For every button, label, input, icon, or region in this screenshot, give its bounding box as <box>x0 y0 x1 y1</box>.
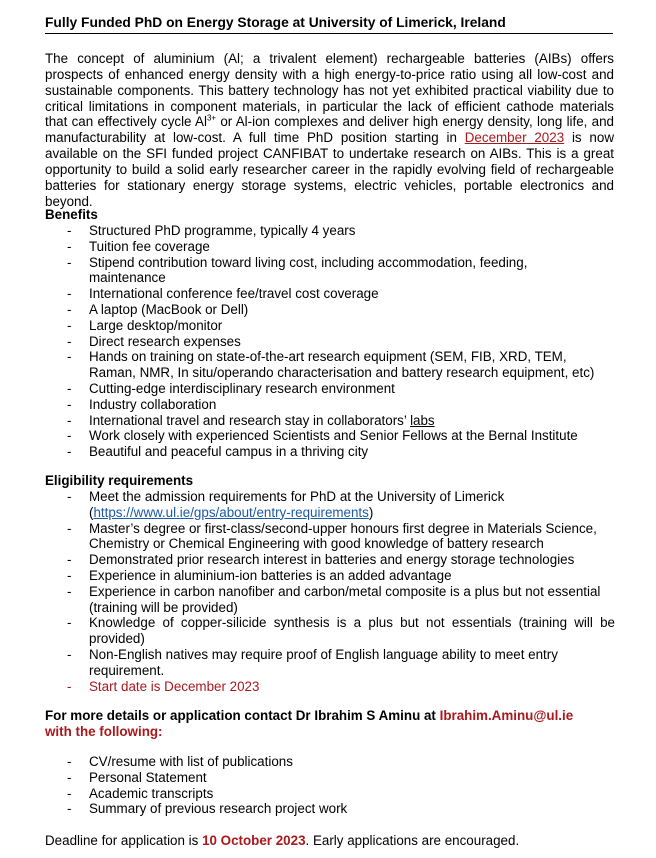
contact-text: For more details or application contact Dr Ibrahim S Aminu at <box>45 708 440 723</box>
list-item: - Structured PhD programme, typically 4 years <box>67 223 356 238</box>
list-item: - Demonstrated prior research interest in batteries and energy storage technologies <box>67 552 575 568</box>
intro-text-2: or Al-ion complexes and deliver high energy density, long life, and manufacturability at low-cost. A full time PhD position starting in <box>45 114 615 146</box>
contact-email[interactable]: Ibrahim.Aminu@ul.ie <box>439 708 574 723</box>
deadline-date: 10 October 2023 <box>202 833 306 848</box>
contact-block <box>45 708 605 740</box>
page-title: Fully Funded PhD on Energy Storage at University of Limerick, Ireland <box>45 14 613 34</box>
list-item: - Personal Statement <box>67 769 207 785</box>
documents-list <box>45 754 615 817</box>
list-item: - Hands on training on state-of-the-art research equipment (SEM, FIB, XRD, TEM, Raman, NMR, In situ/operando characterisation and battery research equipment, etc) <box>67 349 595 381</box>
list-item: - Non-English natives may require proof of English language ability to meet entry requirement. <box>67 646 558 678</box>
list-item: - Direct research expenses <box>67 333 241 349</box>
list-item: - Knowledge of copper-silicide synthesis is a plus but not essentials (training will be provided) <box>67 615 615 647</box>
list-item: - Work closely with experienced Scientists and Senior Fellows at the Bernal Institute <box>67 428 578 444</box>
list-item: - Summary of previous research project work <box>67 801 348 817</box>
list-item: - Beautiful and peaceful campus in a thriving city <box>67 444 369 460</box>
eligibility-list <box>45 489 615 694</box>
entry-requirements-link[interactable]: https://www.ul.ie/gps/about/entry-requirements <box>93 504 369 520</box>
contact-with-following: with the following: <box>45 724 163 739</box>
list-item: - CV/resume with list of publications <box>67 754 293 769</box>
list-item: - A laptop (MacBook or Dell) <box>67 301 249 317</box>
benefits-heading: Benefits <box>45 207 98 222</box>
list-item: - Meet the admission requirements for PhD at the University of Limerick (https://www.ul.ie/gps/about/entry-requirements) <box>67 489 505 520</box>
list-item: - Large desktop/monitor <box>67 317 223 333</box>
list-item: - Experience in carbon nanofiber and carbon/metal composite is a plus but not essential (training will be provided) <box>67 583 601 615</box>
list-item: - Industry collaboration <box>67 396 217 412</box>
list-item: - Cutting-edge interdisciplinary research environment <box>67 380 395 396</box>
labs-underlined: labs <box>410 412 435 428</box>
list-item: - Master’s degree or first-class/second-upper honours first degree in Materials Science, Chemistry or Chemical Engineering with good knowledge of battery research <box>67 520 597 552</box>
intro-start-date: December 2023 <box>464 130 565 146</box>
intro-superscript: 3+ <box>206 113 217 123</box>
benefits-list <box>45 223 615 460</box>
intro-text-3: is now available on the SFI funded project CANFIBAT to undertake research on AIBs. This is a great opportunity to build a solid early researcher career in the rapidly evolving field of rechargeable batteries for stationary energy storage systems, electric vehicles, portable electronics and beyond. <box>45 130 615 209</box>
list-item: - International travel and research stay in collaborators’ labs <box>67 412 435 428</box>
list-item: - Academic transcripts <box>67 785 214 801</box>
list-item: - Stipend contribution toward living cost, including accommodation, feeding, maintenance <box>67 254 528 286</box>
intro-paragraph <box>45 51 614 209</box>
deadline-line: Deadline for application is 10 October 2023. Early applications are encouraged. <box>45 833 520 848</box>
eligibility-heading: Eligibility requirements <box>45 473 194 488</box>
list-item-start-date: - Start date is December 2023 <box>67 678 260 694</box>
list-item: - Experience in aluminium-ion batteries is an added advantage <box>67 567 452 583</box>
intro-text-1: The concept of aluminium (Al; a trivalent element) rechargeable batteries (AIBs) offers prospects of enhanced energy density with a high energy-to-price ratio using all low-cost and sustainable components. This battery technology has not yet exhibited practical viability due to critical limitations in component materials, in particular the lack of efficient cathode materials that can effectively cycle Al <box>45 51 614 130</box>
list-item: - International conference fee/travel cost coverage <box>67 286 379 302</box>
list-item: - Tuition fee coverage <box>67 238 210 254</box>
